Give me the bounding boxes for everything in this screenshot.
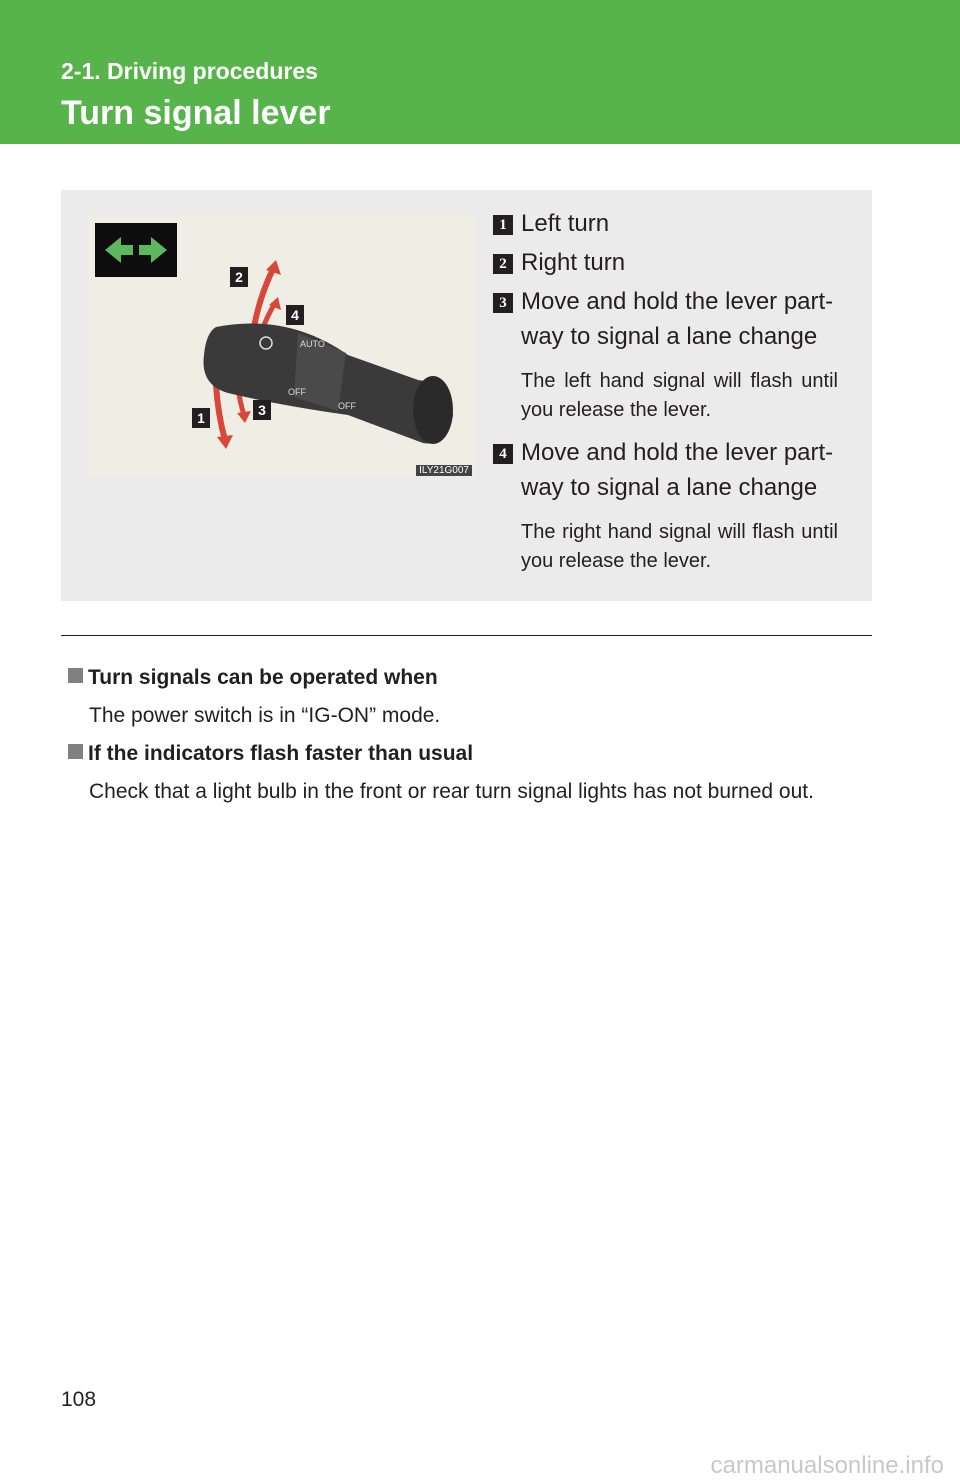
page-number: 108 — [61, 1388, 97, 1411]
item-number: 2 — [493, 254, 513, 274]
item-label: Right turn — [521, 249, 626, 276]
gray-square-icon — [68, 744, 83, 759]
item-label: Left turn — [521, 210, 610, 237]
item-right-turn — [493, 245, 838, 280]
note-body: Check that a light bulb in the front or rear turn signal lights has not burned out. — [89, 780, 814, 803]
item-number: 4 — [493, 444, 513, 464]
lever-label-off-2: OFF — [338, 401, 356, 411]
gray-square-icon — [68, 668, 83, 683]
section-divider — [61, 635, 872, 636]
item-left-turn — [493, 206, 838, 241]
item-label: Move and hold the lever part-way to signal a lane change — [521, 288, 834, 350]
arrow-down-short-icon — [237, 411, 251, 423]
item-note: The left hand signal will flash until you release the lever. — [521, 370, 838, 421]
note-heading-text: If the indicators flash faster than usual — [88, 742, 474, 765]
arrow-down-long-icon — [217, 435, 233, 449]
turn-signal-lever-figure — [88, 215, 474, 477]
note-body: The power switch is in “IG-ON” mode. — [89, 704, 441, 727]
lever-illustration — [88, 215, 474, 477]
figure-code: ILY21G007 — [416, 465, 472, 476]
callout-3: 3 — [258, 402, 266, 418]
page-title: Turn signal lever — [61, 94, 331, 132]
callout-4: 4 — [291, 307, 299, 323]
callout-2: 2 — [235, 269, 243, 285]
lever-label-off-1: OFF — [288, 387, 306, 397]
lever-label-auto: AUTO — [300, 339, 325, 349]
item-label: Move and hold the lever part-way to signal a lane change — [521, 439, 834, 501]
note-heading — [68, 738, 868, 770]
callout-1: 1 — [197, 410, 205, 426]
section-title: 2-1. Driving procedures — [61, 58, 318, 84]
note-heading-text: Turn signals can be operated when — [88, 666, 438, 689]
item-lane-change-left — [493, 284, 838, 425]
item-lane-change-right — [493, 435, 838, 576]
page-header — [0, 0, 960, 144]
item-number: 3 — [493, 293, 513, 313]
turn-signal-items — [493, 206, 838, 586]
note-heading — [68, 662, 868, 694]
item-note: The right hand signal will flash until you release the lever. — [521, 521, 838, 572]
item-number: 1 — [493, 215, 513, 235]
watermark: carmanualsonline.info — [710, 1452, 944, 1479]
notes-section — [68, 662, 868, 814]
